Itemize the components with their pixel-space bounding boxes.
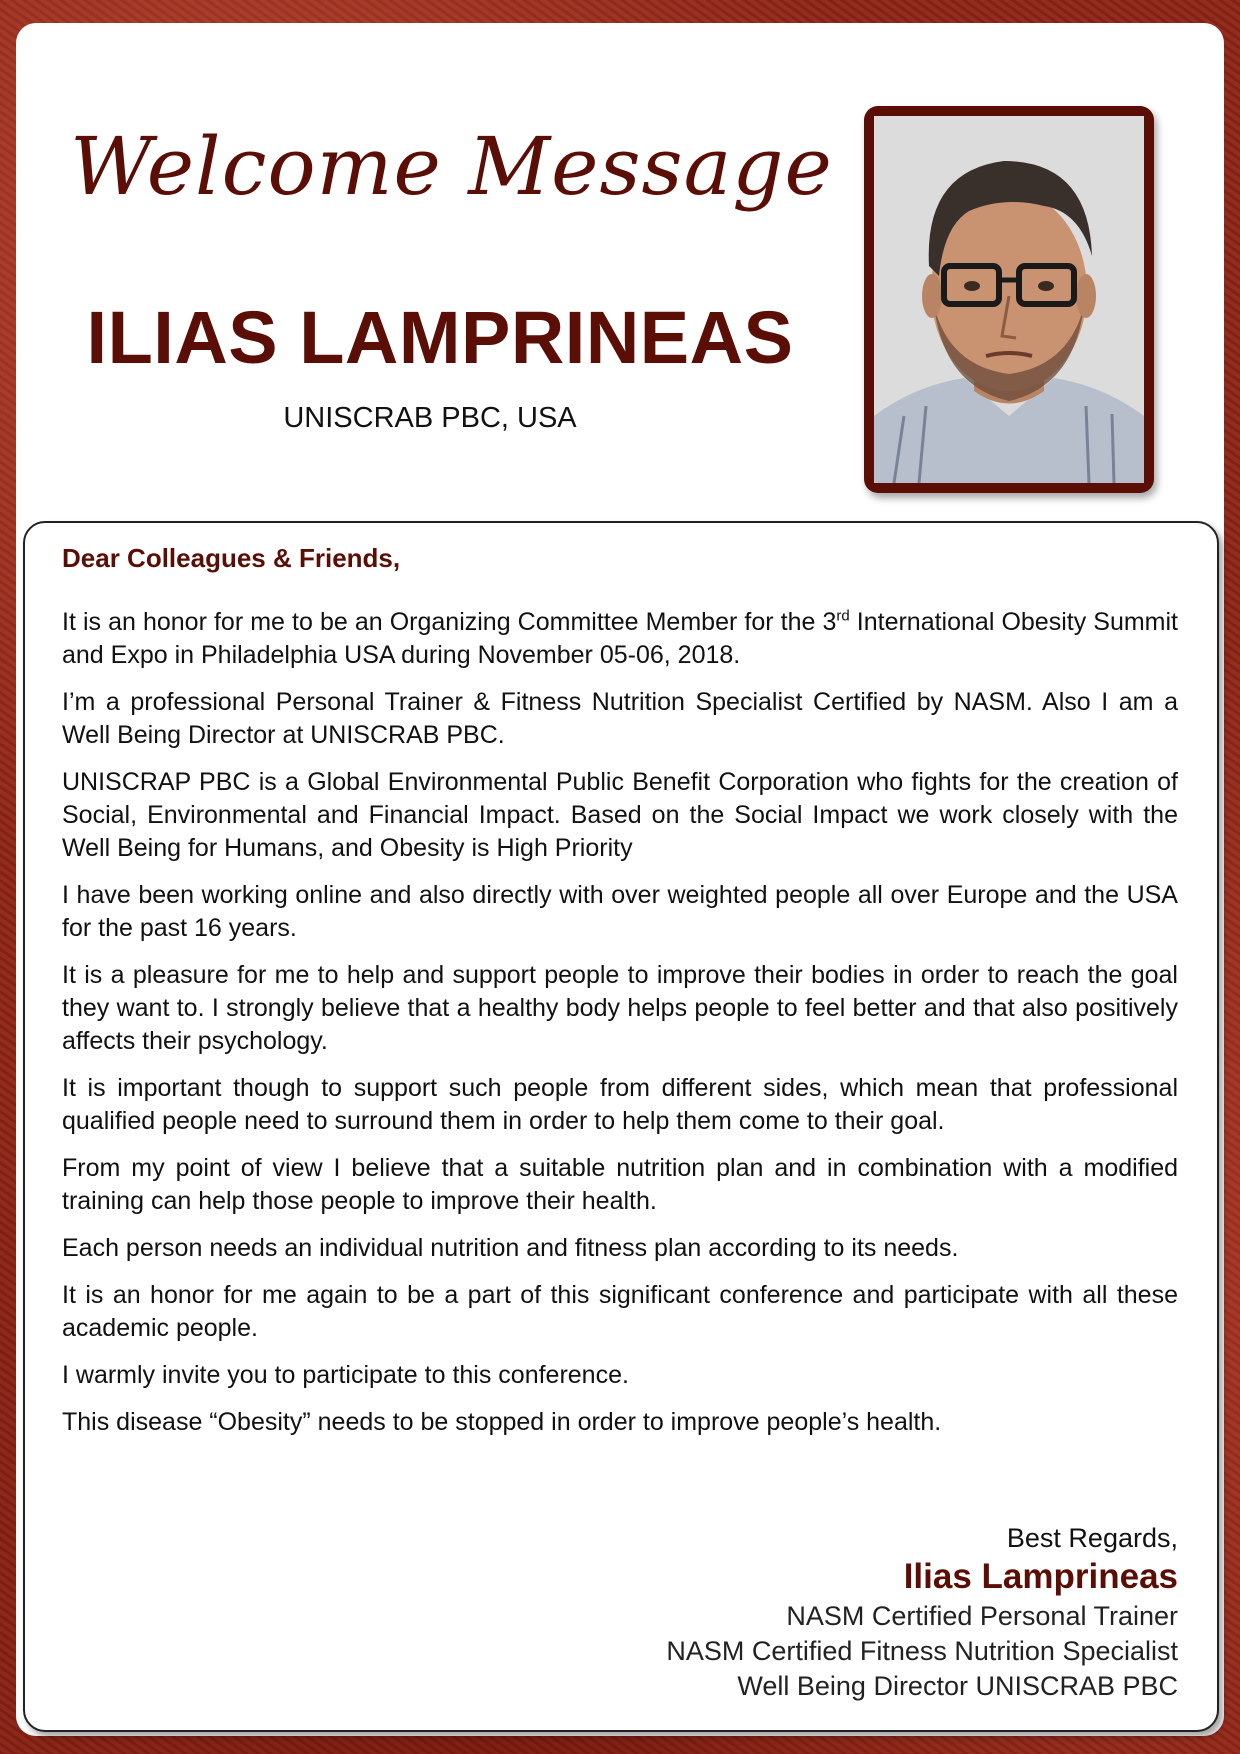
signature-name: Ilias Lamprineas: [903, 1557, 1178, 1596]
welcome-heading: Welcome Message: [70, 120, 833, 213]
signature-block: [666, 1521, 1178, 1704]
speaker-name: ILIAS LAMPRINEAS: [86, 296, 794, 379]
letter-paragraph: It is an honor for me again to be a part of this significant conference and participate with all these academic people.: [62, 1281, 1178, 1342]
signature-closing: Best Regards,: [1006, 1523, 1178, 1553]
letter-paragraph: From my point of view I believe that a suitable nutrition plan and in combination with a modified training can help those people to improve their health.: [62, 1154, 1178, 1215]
letter-body: [62, 606, 1178, 1453]
letter-paragraph: I’m a professional Personal Trainer & Fitness Nutrition Specialist Certified by NASM. Also I am a Well Being Director at UNISCRAB PBC.: [62, 688, 1178, 749]
signature-title: Well Being Director UNISCRAB PBC: [737, 1671, 1178, 1701]
letter-paragraph: I warmly invite you to participate to this conference.: [62, 1361, 629, 1389]
letter-paragraph: It is a pleasure for me to help and support people to improve their bodies in order to reach the goal they want to. I strongly believe that a healthy body helps people to feel better and that also positively affects their psychology.: [62, 961, 1178, 1055]
speaker-portrait-icon: [874, 116, 1144, 483]
letter-salutation: Dear Colleagues & Friends,: [62, 543, 401, 573]
letter-paragraph: Each person needs an individual nutrition and fitness plan according to its needs.: [62, 1234, 959, 1262]
speaker-affiliation: UNISCRAB PBC, USA: [283, 402, 577, 434]
signature-title: NASM Certified Personal Trainer: [786, 1601, 1178, 1631]
speaker-photo-frame: [864, 106, 1154, 493]
signature-title: NASM Certified Fitness Nutrition Specialist: [666, 1636, 1178, 1666]
letter-paragraph: I have been working online and also directly with over weighted people all over Europe and the USA for the past 16 years.: [62, 881, 1178, 942]
letter-paragraph: This disease “Obesity” needs to be stopped in order to improve people’s health.: [62, 1408, 942, 1436]
letter-paragraph: It is an honor for me to be an Organizing Committee Member for the 3rd International Obesity Summit and Expo in Philadelphia USA during November 05-06, 2018.: [62, 607, 1178, 669]
letter-paragraph: It is important though to support such people from different sides, which mean that professional qualified people need to surround them in order to help them come to their goal.: [62, 1074, 1178, 1135]
letter-paragraph: UNISCRAP PBC is a Global Environmental Public Benefit Corporation who fights for the creation of Social, Environmental and Financial Impact. Based on the Social Impact we work closely with the Well Being for Humans, and Obesity is High Priority: [62, 768, 1178, 862]
